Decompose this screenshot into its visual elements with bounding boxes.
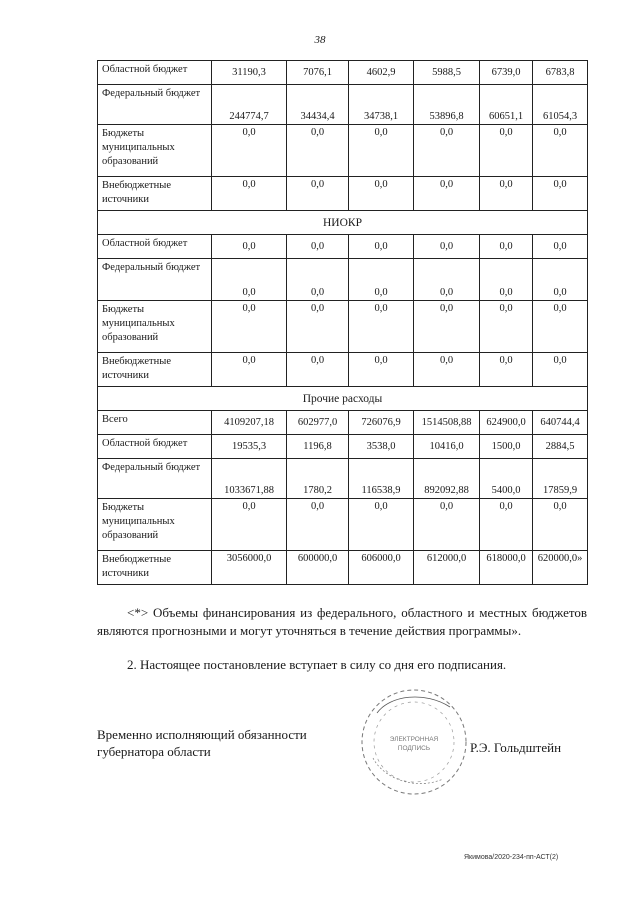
value-cell: 0,0 <box>212 353 287 387</box>
value-cell: 0,0 <box>212 125 287 177</box>
value-cell: 624900,0 <box>480 411 533 435</box>
table-row <box>98 125 588 177</box>
value-cell: 0,0 <box>533 499 588 551</box>
table-row <box>98 551 588 585</box>
value-cell: 620000,0» <box>533 551 588 585</box>
value-cell: 2884,5 <box>533 435 588 459</box>
value-cell: 0,0 <box>533 125 588 177</box>
table-row <box>98 353 588 387</box>
value-cell: 61054,3 <box>533 85 588 125</box>
value-cell: 0,0 <box>287 235 349 259</box>
value-cell: 3538,0 <box>349 435 414 459</box>
row-label: Областной бюджет <box>98 235 212 259</box>
row-label: Областной бюджет <box>98 435 212 459</box>
svg-text:ЭЛЕКТРОННАЯ: ЭЛЕКТРОННАЯ <box>389 736 439 743</box>
value-cell: 606000,0 <box>349 551 414 585</box>
value-cell: 892092,88 <box>414 459 480 499</box>
signer-name: Р.Э. Гольдштейн <box>470 740 562 755</box>
svg-text:ПОДПИСЬ: ПОДПИСЬ <box>397 745 431 752</box>
financing-table <box>97 60 588 585</box>
row-label: Областной бюджет <box>98 61 212 85</box>
value-cell: 0,0 <box>414 177 480 211</box>
value-cell: 0,0 <box>533 177 588 211</box>
value-cell: 0,0 <box>212 235 287 259</box>
value-cell: 0,0 <box>287 301 349 353</box>
value-cell: 0,0 <box>480 125 533 177</box>
table-row <box>98 301 588 353</box>
value-cell: 0,0 <box>414 259 480 301</box>
table-row <box>98 459 588 499</box>
stamp-seal <box>355 683 473 801</box>
table-row <box>98 177 588 211</box>
section-row <box>98 211 588 235</box>
row-label: Бюджеты муниципальных образований <box>98 301 212 353</box>
value-cell: 31190,3 <box>212 61 287 85</box>
value-cell: 0,0 <box>414 125 480 177</box>
row-label: Всего <box>98 411 212 435</box>
value-cell: 0,0 <box>480 301 533 353</box>
clause-2: 2. Настоящее постановление вступает в силу со дня его подписания. <box>127 657 507 672</box>
value-cell: 618000,0 <box>480 551 533 585</box>
row-label: Бюджеты муниципальных образований <box>98 499 212 551</box>
value-cell: 640744,4 <box>533 411 588 435</box>
value-cell: 0,0 <box>414 301 480 353</box>
value-cell: 0,0 <box>349 499 414 551</box>
value-cell: 0,0 <box>287 259 349 301</box>
value-cell: 0,0 <box>212 259 287 301</box>
value-cell: 0,0 <box>480 499 533 551</box>
value-cell: 0,0 <box>212 499 287 551</box>
row-label: Внебюджетные источники <box>98 551 212 585</box>
table-row <box>98 235 588 259</box>
value-cell: 17859,9 <box>533 459 588 499</box>
row-label: Внебюджетные источники <box>98 353 212 387</box>
section-header: Прочие расходы <box>98 387 588 411</box>
value-cell: 7076,1 <box>287 61 349 85</box>
value-cell: 0,0 <box>349 177 414 211</box>
value-cell: 0,0 <box>287 499 349 551</box>
value-cell: 34738,1 <box>349 85 414 125</box>
value-cell: 0,0 <box>480 259 533 301</box>
value-cell: 6783,8 <box>533 61 588 85</box>
table-row <box>98 259 588 301</box>
value-cell: 0,0 <box>533 259 588 301</box>
table-row <box>98 435 588 459</box>
value-cell: 0,0 <box>212 301 287 353</box>
value-cell: 244774,7 <box>212 85 287 125</box>
row-label: Федеральный бюджет <box>98 259 212 301</box>
row-label: Бюджеты муниципальных образований <box>98 125 212 177</box>
value-cell: 0,0 <box>533 235 588 259</box>
page-number: 38 <box>314 34 326 46</box>
value-cell: 5988,5 <box>414 61 480 85</box>
value-cell: 0,0 <box>480 177 533 211</box>
value-cell: 0,0 <box>480 235 533 259</box>
value-cell: 34434,4 <box>287 85 349 125</box>
value-cell: 0,0 <box>349 301 414 353</box>
value-cell: 60651,1 <box>480 85 533 125</box>
value-cell: 6739,0 <box>480 61 533 85</box>
table-row <box>98 411 588 435</box>
value-cell: 4602,9 <box>349 61 414 85</box>
value-cell: 0,0 <box>287 353 349 387</box>
stamp-seal-icon <box>355 683 473 801</box>
financing-table-body <box>98 61 588 585</box>
table-row <box>98 499 588 551</box>
value-cell: 53896,8 <box>414 85 480 125</box>
value-cell: 0,0 <box>349 353 414 387</box>
value-cell: 4109207,18 <box>212 411 287 435</box>
value-cell: 0,0 <box>349 259 414 301</box>
footnote: <*> Объемы финансирования из федерального, областного и местных бюджетов являются прогнозными и могут уточняться в течение действия программы». <box>97 605 587 638</box>
value-cell: 726076,9 <box>349 411 414 435</box>
value-cell: 0,0 <box>414 235 480 259</box>
value-cell: 1033671,88 <box>212 459 287 499</box>
value-cell: 0,0 <box>533 353 588 387</box>
value-cell: 0,0 <box>480 353 533 387</box>
value-cell: 3056000,0 <box>212 551 287 585</box>
value-cell: 1514508,88 <box>414 411 480 435</box>
value-cell: 0,0 <box>533 301 588 353</box>
value-cell: 0,0 <box>414 353 480 387</box>
value-cell: 612000,0 <box>414 551 480 585</box>
value-cell: 600000,0 <box>287 551 349 585</box>
value-cell: 116538,9 <box>349 459 414 499</box>
signer-title: Временно исполняющий обязанности губернатора области <box>97 727 307 759</box>
row-label: Федеральный бюджет <box>98 459 212 499</box>
section-row <box>98 387 588 411</box>
table-row <box>98 61 588 85</box>
value-cell: 1500,0 <box>480 435 533 459</box>
value-cell: 1780,2 <box>287 459 349 499</box>
value-cell: 0,0 <box>287 177 349 211</box>
value-cell: 5400,0 <box>480 459 533 499</box>
table-row <box>98 85 588 125</box>
value-cell: 0,0 <box>349 125 414 177</box>
section-header: НИОКР <box>98 211 588 235</box>
document-reference: Якимова/2020-234-пп-АСТ(2) <box>464 854 559 861</box>
value-cell: 0,0 <box>349 235 414 259</box>
value-cell: 1196,8 <box>287 435 349 459</box>
value-cell: 19535,3 <box>212 435 287 459</box>
value-cell: 10416,0 <box>414 435 480 459</box>
row-label: Федеральный бюджет <box>98 85 212 125</box>
value-cell: 602977,0 <box>287 411 349 435</box>
value-cell: 0,0 <box>212 177 287 211</box>
value-cell: 0,0 <box>414 499 480 551</box>
row-label: Внебюджетные источники <box>98 177 212 211</box>
value-cell: 0,0 <box>287 125 349 177</box>
